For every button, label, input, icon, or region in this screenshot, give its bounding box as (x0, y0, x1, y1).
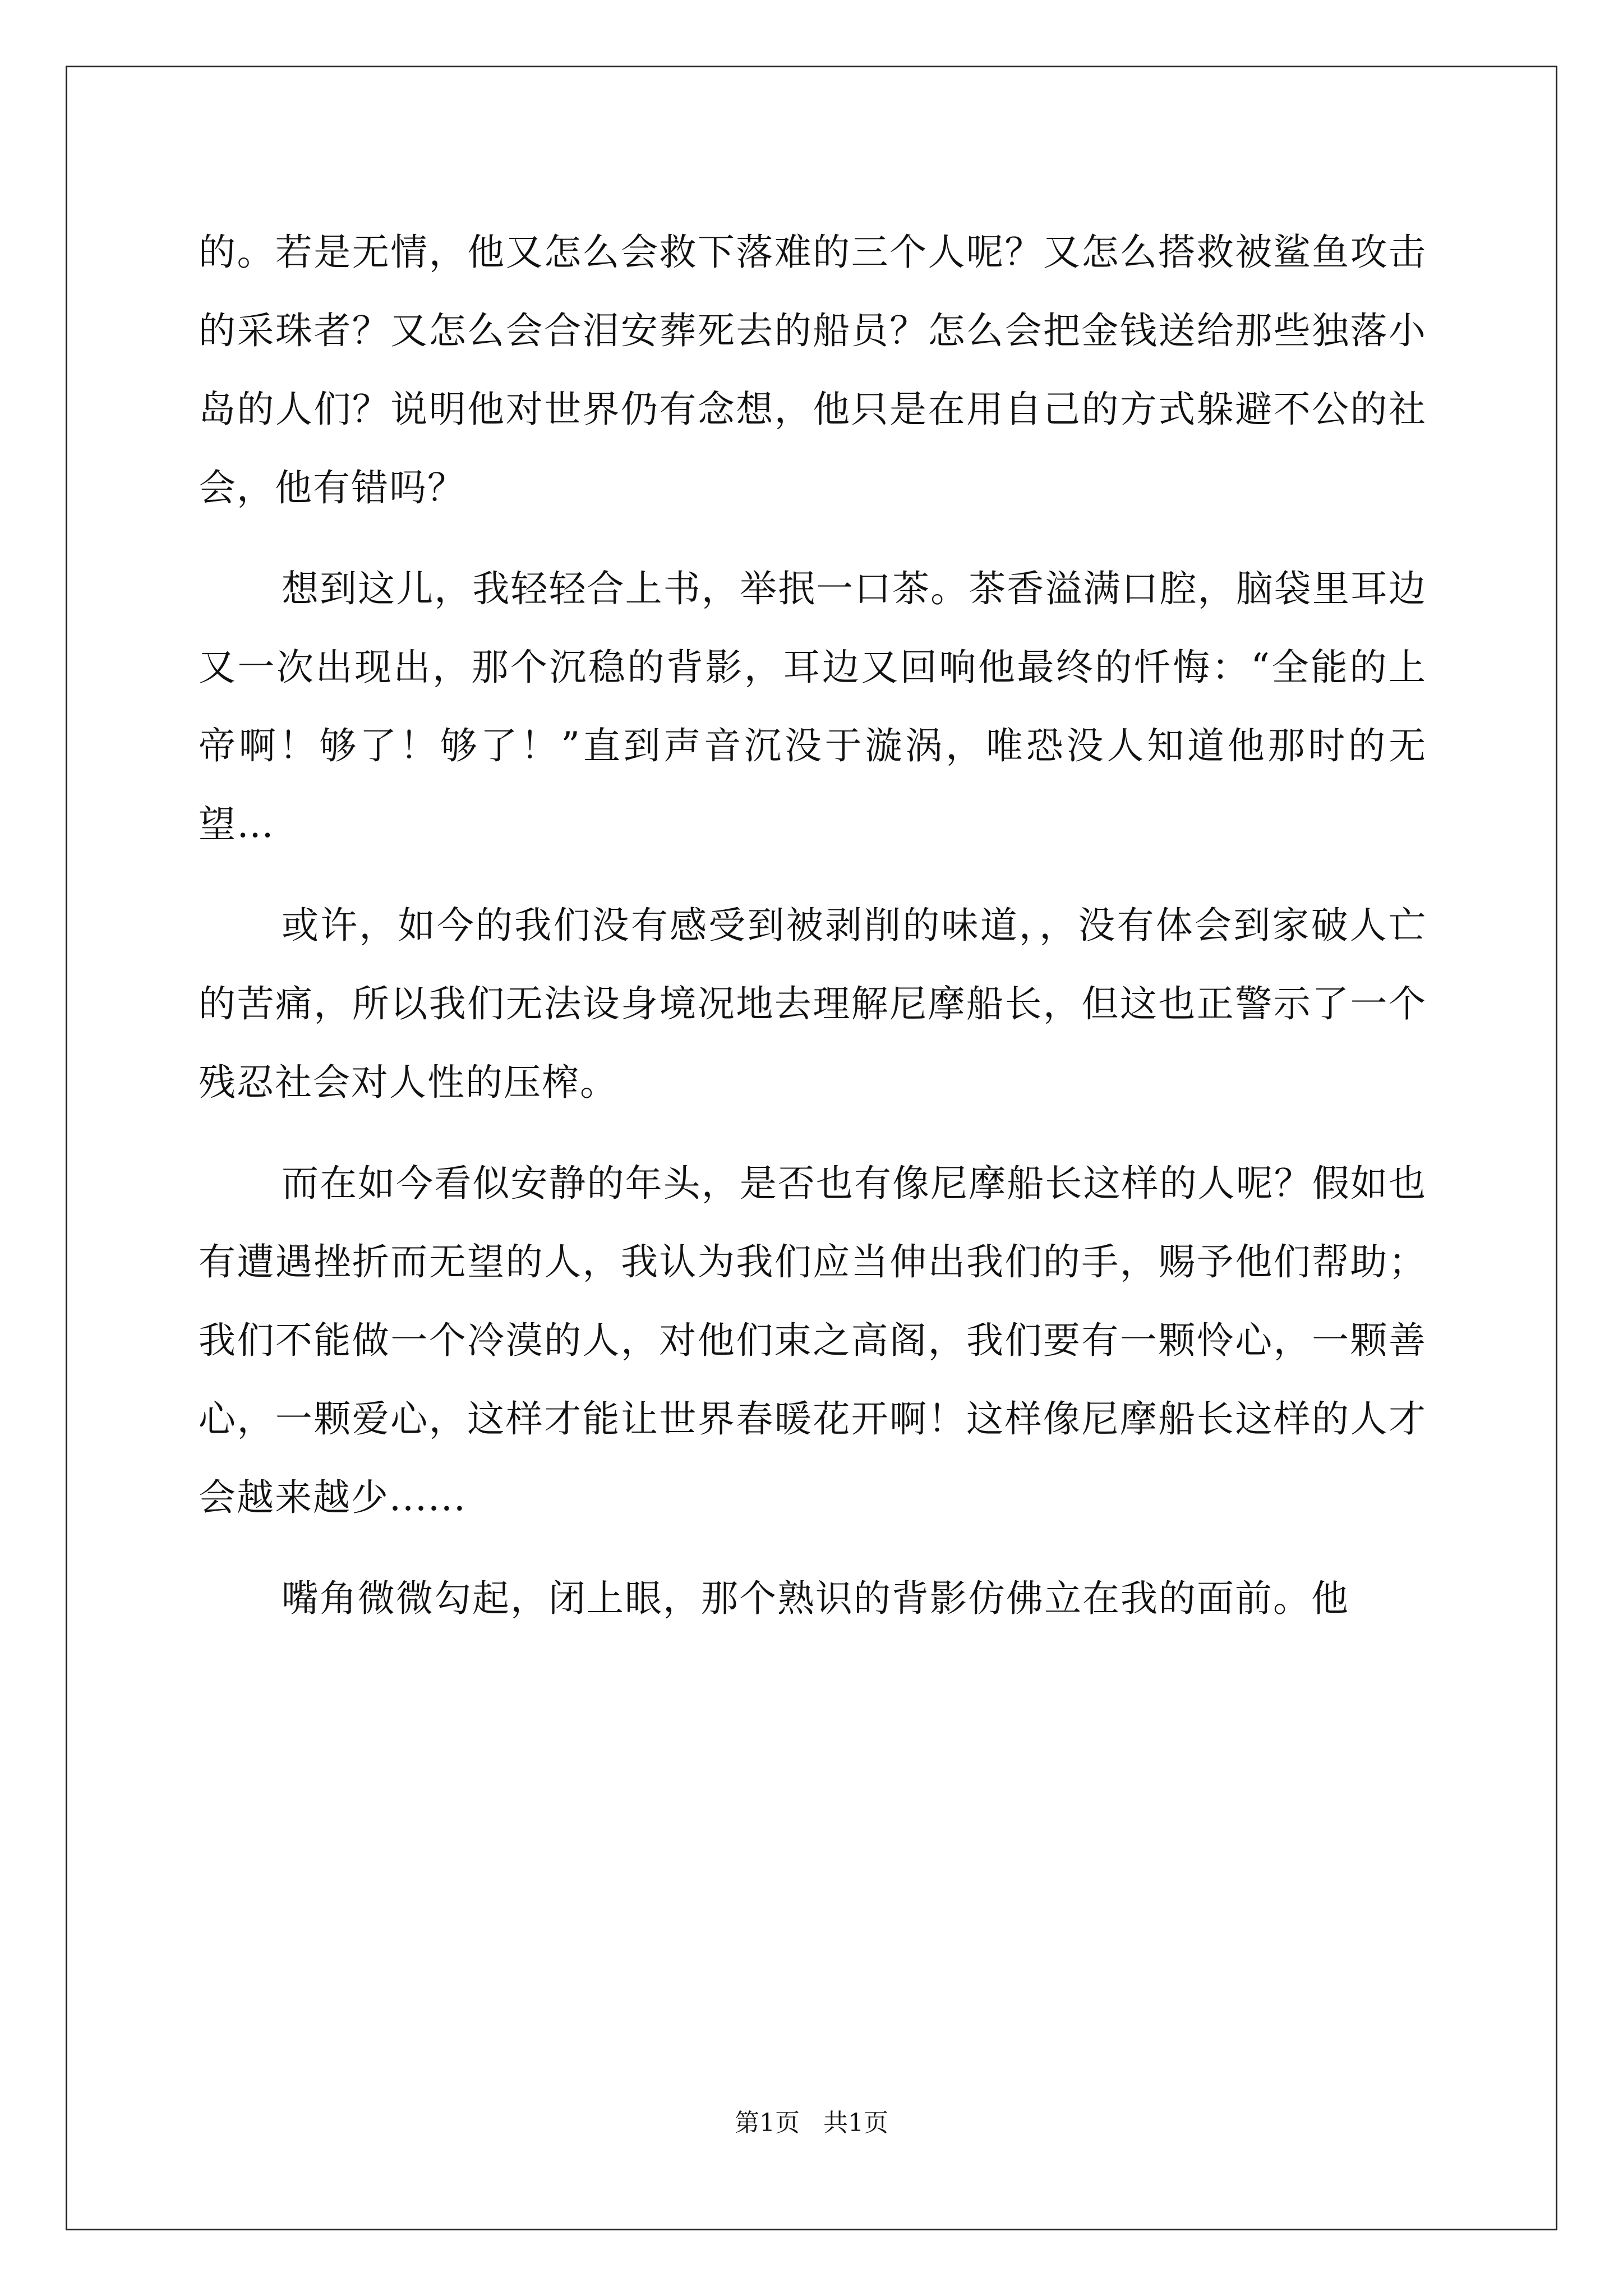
paragraph-4: 而在如今看似安静的年头，是否也有像尼摩船长这样的人呢？假如也有遭遇挫折而无望的人，我认为我们应当伸出我们的手，赐予他们帮助；我们不能做一个冷漠的人，对他们束之高阁，我们要有一颗怜心，一颗善心，一颗爱心，这样才能让世界春暖花开啊！这样像尼摩船长这样的人才会越来越少...... (199, 1162, 1427, 1519)
paragraph-3: 或许，如今的我们没有感受到被剥削的味道，，没有体会到家破人亡的苦痛，所以我们无法设身境况地去理解尼摩船长，但这也正警示了一个残忍社会对人性的压榨。 (199, 904, 1427, 1104)
page-number-footer: 第1页 共1页 (735, 2109, 888, 2137)
paragraph-5: 嘴角微微勾起，闭上眼，那个熟识的背影仿佛立在我的面前。他 (282, 1577, 1349, 1620)
paragraph-2: 想到这儿，我轻轻合上书，举抿一口茶。茶香溢满口腔，脑袋里耳边又一次出现出，那个沉稳的背影，耳边又回响他最终的忏悔：“全能的上帝啊！够了！够了！”直到声音沉没于漩涡，唯恐没人知道他那时的无望… (199, 567, 1427, 846)
document-body (199, 213, 1427, 1660)
paragraph-1: 的。若是无情，他又怎么会救下落难的三个人呢？又怎么搭救被鲨鱼攻击的采珠者？又怎么会合泪安葬死去的船员？怎么会把金钱送给那些独落小岛的人们？说明他对世界仍有念想，他只是在用自己的方式躲避不公的社会，他有错吗？ (199, 231, 1427, 509)
